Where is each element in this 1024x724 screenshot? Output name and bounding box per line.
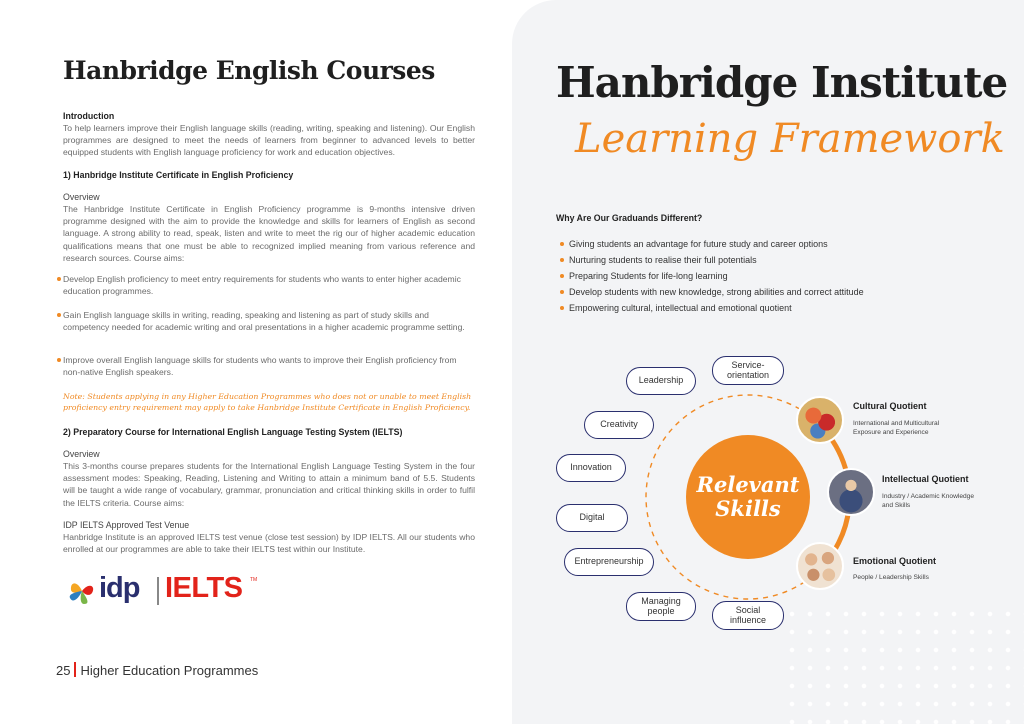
quotient-desc-line: People / Leadership Skills [853,574,929,581]
bullet-dot-icon [560,274,564,278]
why-list [560,239,864,319]
section2-heading: 2) Preparatory Course for International English Language Testing System (IELTS) [63,427,403,437]
list-item [560,303,864,319]
cultural-quotient-desc [853,419,939,437]
page-title: Hanbridge English Courses [63,56,435,85]
page-number: 25 [56,663,71,678]
proficiency-note: Note: Students applying in any Higher Education Programmes who does not or unable to meet English proficiency entry requirement may apply to take Hanbridge Institute Certificate in English Proficiency. [63,392,472,412]
quotient-desc-line: International and Multicultural [853,420,940,427]
idp-flower-icon [67,576,97,606]
skill-label: influence [729,614,767,625]
list-item-text: Develop students with new knowledge, strong abilities and correct attitude [569,287,864,297]
skill-label: Managing [641,596,681,606]
intellectual-quotient-title: Intellectual Quotient [882,474,969,484]
quotient-desc-line: Industry / Academic Knowledge [882,493,974,500]
list-item-text: Empowering cultural, intellectual and emotional quotient [569,303,792,313]
list-item-text: Preparing Students for life-long learning [569,271,728,281]
skill-label: Service- [731,360,765,370]
section1-overview-text: The Hanbridge Institute Certificate in English Proficiency programme is 9-months intensive driven programme designed with the aim to provide the knowledge and skills for learners of English as second language. A strong ability to read, speak, listen and write to meet the rig our of higher academic education qualifications means that one must be able to recognized implied meaning from various reference and research sources. Course aims: [63,204,475,263]
skill-service-orientation [712,356,784,385]
intellectual-photo [827,468,875,516]
trademark-mark: TM [250,577,258,583]
bullet-dot-icon [560,306,564,310]
bullet-dot-icon [560,258,564,262]
quotient-desc-line: and Skills [882,502,911,509]
framework-subtitle: Learning Framework [575,116,1005,162]
skill-managing-people [626,592,696,621]
section2-overview-text: This 3-months course prepares students for the International English Language Testing System in the four assessment modes: Speaking, Reading, Listening and Writing to attain a minimum band of 5.5. Students will be taught a wide range of vocabulary, grammar, pronunciation and critical thinking skills in order to fulfil the IELTS criteria. Course aims: [63,461,475,508]
list-item [560,271,864,287]
section1-overview-label: Overview [63,192,100,202]
skill-leadership [626,367,696,395]
list-item [560,239,864,255]
skill-label: people [647,605,675,616]
intellectual-quotient-desc [882,492,974,510]
footer-label: Higher Education Programmes [80,663,259,678]
bullet-dot-icon [57,313,61,317]
skill-label: orientation [726,369,770,380]
venue-text: Hanbridge Institute is an approved IELTS test venue (close test session) by IDP IELTS. All our students who enrolled at our programmes are able to take their IELTS test within our Institute. [63,532,475,555]
skill-digital [556,504,628,532]
skill-label: Digital [579,512,605,523]
section1-heading: 1) Hanbridge Institute Certificate in English Proficiency [63,170,294,180]
skill-creativity [584,411,654,439]
emotional-quotient-title: Emotional Quotient [853,556,936,566]
bullet-dot-icon [57,277,61,281]
list-item-text: Giving students an advantage for future study and career options [569,239,828,249]
skill-label: Creativity [600,419,638,430]
center-label-line1: Relevant [696,472,800,497]
ielts-wordmark: IELTS [165,572,243,604]
quotient-desc-line: Exposure and Experience [853,429,929,436]
skill-label: Leadership [638,375,684,386]
skill-social-influence [712,601,784,630]
intro-text: To help learners improve their English language skills (reading, writing, speaking and listening). Our English programmes are designed to meet the needs of learners from beginner to advanced levels to better equipped students with English language proficiency for work and education objectives. [63,123,475,158]
list-item [560,255,864,271]
page-footer [56,662,258,678]
footer-divider [74,662,76,677]
section2-overview-label: Overview [63,449,100,459]
skill-label: Innovation [570,462,612,473]
list-item-text: Nurturing students to realise their full potentials [569,255,757,265]
skill-label: Entrepreneurship [574,556,644,567]
skill-innovation [556,454,626,482]
bullet-text: Gain English language skills in writing, reading, speaking and listening as part of study skills and competency needed for academic writing and oral presentations in a higher academic programme setting. [63,310,465,333]
emotional-quotient-desc [853,573,929,582]
cultural-photo [796,396,844,444]
logo-divider [157,577,159,605]
idp-ielts-logo [67,574,267,608]
why-heading: Why Are Our Graduands Different? [556,213,703,223]
section1-bullet [57,309,475,333]
section1-bullet [57,273,475,297]
idp-wordmark: idp [99,572,140,604]
skill-entrepreneurship [564,548,654,576]
venue-heading: IDP IELTS Approved Test Venue [63,520,190,530]
cultural-quotient-title: Cultural Quotient [853,401,927,411]
emotional-photo [796,542,844,590]
intro-heading: Introduction [63,111,115,121]
bullet-text: Develop English proficiency to meet entry requirements for students who wants to enter higher academic education programmes. [63,274,461,297]
bullet-text: Improve overall English language skills for students who wants to improve their English proficiency from non-native English speakers. [63,355,457,378]
center-label-line2: Skills [715,496,781,521]
framework-title: Hanbridge Institute [556,58,1008,107]
bullet-dot-icon [560,290,564,294]
relevant-skills-circle [686,435,810,559]
bullet-dot-icon [560,242,564,246]
skill-label: Social [735,605,761,615]
list-item [560,287,864,303]
bullet-dot-icon [57,358,61,362]
section1-bullet [57,354,475,378]
